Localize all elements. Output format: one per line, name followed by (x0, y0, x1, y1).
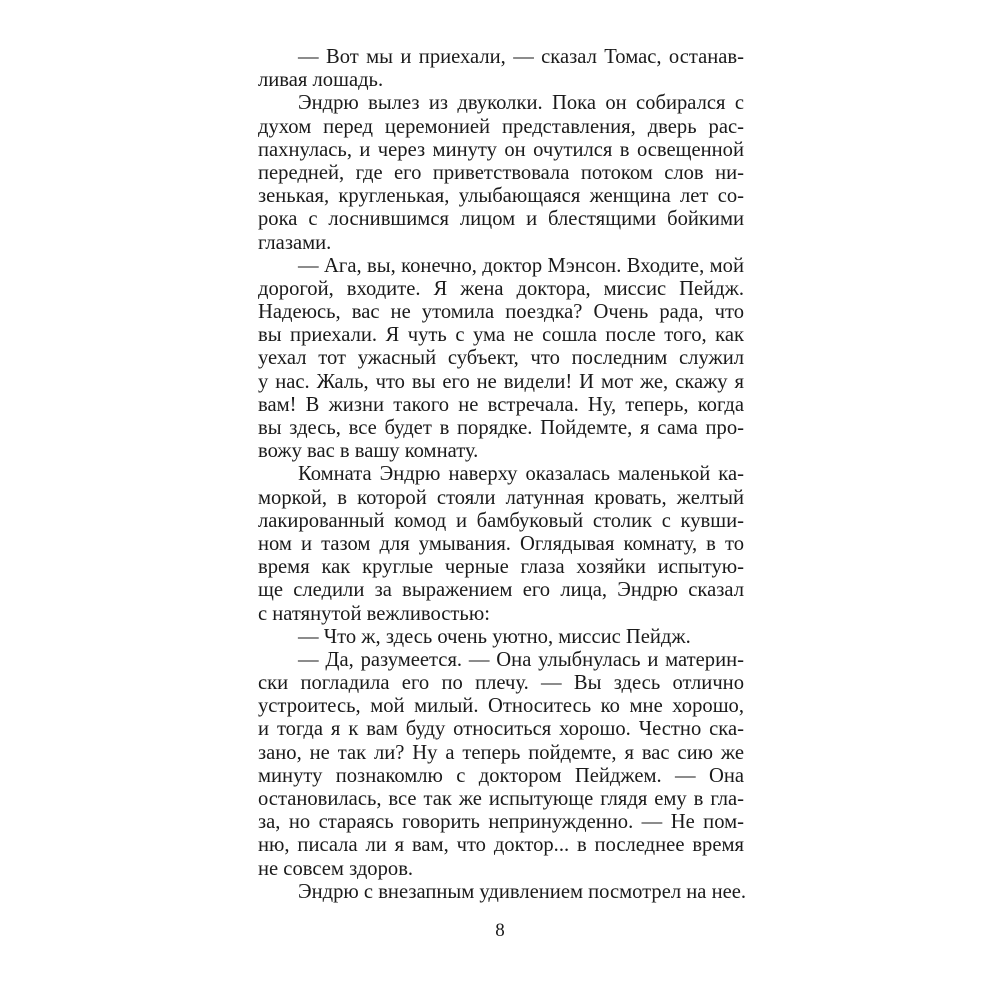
page-number: 8 (495, 920, 505, 941)
text-line: зано, не так ли? Ну а теперь пойдемте, я вас сию же (258, 741, 744, 764)
text-line: ню, писала ли я вам, что доктор... в последнее время (258, 834, 744, 857)
text-line: ще следили за выражением его лица, Эндрю сказал (258, 579, 744, 602)
text-line: глазами. (258, 231, 332, 254)
text-line: устроитесь, мой милый. Относитесь ко мне хорошо, (258, 695, 744, 718)
text-line: за, но стараясь говорить непринужденно. — Не пом- (258, 811, 744, 834)
text-line: — Вот мы и приехали, — сказал Томас, останав- (298, 46, 744, 68)
text-line: минуту познакомлю с доктором Пейджем. — Она (258, 764, 744, 787)
text-line: Эндрю с внезапным удивлением посмотрел на нее. (298, 880, 747, 903)
text-line: ном и тазом для умывания. Оглядывая комнату, в то (258, 532, 744, 555)
text-line: ливая лошадь. (258, 69, 384, 92)
text-line: не совсем здоров. (258, 857, 414, 880)
text-line: вожу вас в вашу комнату. (258, 440, 479, 463)
text-line: вам! В жизни такого не встречала. Ну, теперь, когда (258, 393, 744, 416)
text-line: и тогда я к вам буду относиться хорошо. Честно ска- (258, 718, 744, 741)
text-line: зенькая, кругленькая, улыбающаяся женщина лет со- (258, 185, 744, 208)
text-line: Эндрю вылез из двуколки. Пока он собирался с (298, 92, 744, 115)
text-line: — Ага, вы, конечно, доктор Мэнсон. Входите, мой (298, 254, 744, 277)
text-line: лакированный комод и бамбуковый столик с кувши- (258, 509, 744, 532)
text-line: остановилась, все так же испытующе глядя ему в гла- (258, 788, 744, 810)
text-line: вы здесь, все будет в порядке. Пойдемте, я сама про- (258, 417, 744, 439)
text-line: духом перед церемонией представления, дверь рас- (258, 115, 744, 138)
text-line: Надеюсь, вас не утомила поездка? Очень рада, что (258, 301, 744, 324)
text-line: с натянутой вежливостью: (258, 602, 490, 625)
text-line: моркой, в которой стояли латунная кровать, желтый (258, 486, 744, 509)
page-body-text (258, 46, 747, 904)
text-line: вы приехали. Я чуть с ума не сошла после того, как (258, 324, 744, 347)
text-line: рока с лоснившимся лицом и блестящими бойкими (258, 208, 744, 231)
text-line: передней, где его приветствовала потоком слов ни- (258, 161, 744, 184)
text-line: пахнулась, и через минуту он очутился в освещенной (258, 138, 744, 161)
text-line: время как круглые черные глаза хозяйки испытую- (258, 556, 744, 579)
text-line: у нас. Жаль, что вы его не видели! И мот же, скажу я (258, 370, 744, 393)
text-line: — Что ж, здесь очень уютно, миссис Пейдж. (298, 625, 691, 648)
text-line: дорогой, входите. Я жена доктора, миссис Пейдж. (258, 277, 744, 300)
text-line: ски погладила его по плечу. — Вы здесь отлично (258, 672, 744, 695)
text-line: Комната Эндрю наверху оказалась маленькой ка- (298, 463, 744, 486)
text-line: уехал тот ужасный субъект, что последним служил (258, 347, 744, 370)
text-line: — Да, разумеется. — Она улыбнулась и материн- (298, 648, 744, 671)
